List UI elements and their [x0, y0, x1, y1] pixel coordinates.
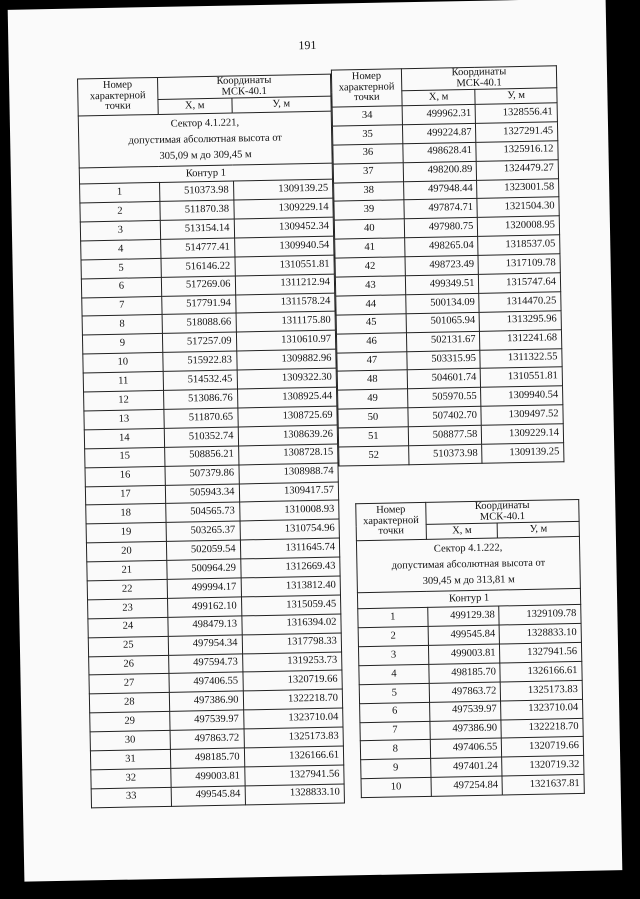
point-number: 38 — [334, 181, 404, 201]
point-number: 6 — [81, 277, 161, 297]
y-coord: 1325173.83 — [501, 680, 583, 700]
x-coord: 498479.13 — [168, 616, 242, 636]
y-coord: 1328556.41 — [476, 103, 558, 123]
y-coord: 1309452.34 — [234, 217, 334, 238]
x-coord: 502059.54 — [166, 540, 240, 560]
point-number: 49 — [338, 389, 408, 409]
point-number: 15 — [85, 447, 165, 467]
x-coord: 497386.90 — [169, 691, 243, 711]
point-number: 19 — [86, 523, 166, 543]
point-number: 27 — [89, 674, 169, 694]
point-number: 18 — [86, 504, 166, 524]
x-coord: 501065.94 — [406, 312, 480, 332]
document-page — [8, 0, 623, 882]
x-coord: 498185.70 — [429, 663, 501, 683]
y-coord: 1310008.93 — [239, 500, 339, 521]
x-coord: 497863.72 — [429, 682, 501, 702]
point-number: 7 — [360, 721, 430, 741]
x-coord: 499224.87 — [402, 123, 476, 143]
point-number: 42 — [335, 257, 405, 277]
x-coord: 510352.74 — [164, 427, 238, 447]
point-number: 22 — [87, 579, 167, 599]
y-coord: 1326166.61 — [500, 661, 582, 681]
point-number: 41 — [335, 238, 405, 258]
y-coord: 1319253.73 — [242, 652, 342, 673]
y-coord: 1312669.43 — [240, 557, 340, 578]
y-coord: 1314470.25 — [479, 292, 561, 312]
x-coord: 498723.49 — [405, 255, 479, 275]
x-coord: 499962.31 — [402, 104, 476, 124]
point-number: 2 — [80, 202, 160, 222]
point-number: 3 — [358, 645, 428, 665]
x-coord: 498200.89 — [403, 161, 477, 181]
point-number: 50 — [338, 408, 408, 428]
y-coord: 1308728.15 — [238, 444, 338, 465]
x-coord: 498185.70 — [170, 748, 244, 768]
y-coord: 1309417.57 — [239, 482, 339, 503]
point-number: 51 — [338, 427, 408, 447]
header-point: Номер характерной точки — [78, 77, 158, 116]
x-coord: 497980.75 — [404, 218, 478, 238]
point-number: 47 — [337, 351, 407, 371]
x-coord: 499994.17 — [167, 578, 241, 598]
point-number: 30 — [90, 730, 170, 750]
y-coord: 1323710.04 — [243, 708, 343, 729]
x-coord: 497863.72 — [170, 729, 244, 749]
header-y: У, м — [231, 96, 331, 113]
x-coord: 504565.73 — [165, 502, 239, 522]
y-coord: 1328833.10 — [500, 624, 582, 644]
y-coord: 1325916.12 — [476, 141, 558, 161]
header-coords: Координаты МСК-40.1 — [157, 74, 331, 99]
y-coord: 1320008.95 — [478, 216, 560, 236]
x-coord: 510373.98 — [159, 181, 233, 201]
x-coord: 517257.09 — [162, 332, 236, 352]
header-y: У, м — [475, 88, 557, 105]
coords-table-right — [331, 65, 565, 466]
header-coords: Координаты МСК-40.1 — [426, 499, 580, 524]
x-coord: 497948.44 — [403, 180, 477, 200]
sector-title: Сектор 4.1.222, допустимая абсолютная высота от 309,45 м до 313,81 м — [356, 536, 580, 593]
x-coord: 511870.65 — [164, 408, 238, 428]
y-coord: 1311578.24 — [235, 293, 335, 314]
table-row — [361, 775, 584, 798]
point-number: 25 — [88, 636, 168, 656]
point-number: 16 — [85, 466, 165, 486]
point-number: 2 — [358, 627, 428, 647]
x-coord: 500964.29 — [167, 559, 241, 579]
header-x: X, м — [402, 89, 476, 105]
x-coord: 497874.71 — [404, 199, 478, 219]
point-number: 52 — [339, 446, 409, 466]
point-number: 10 — [361, 778, 431, 798]
y-coord: 1316394.02 — [241, 614, 341, 635]
y-coord: 1309940.54 — [234, 236, 334, 257]
point-number: 10 — [83, 353, 163, 373]
x-coord: 497401.24 — [430, 757, 502, 777]
y-coord: 1310551.81 — [481, 367, 563, 387]
point-number: 37 — [333, 162, 403, 182]
y-coord: 1322218.70 — [501, 718, 583, 738]
x-coord: 504601.74 — [407, 369, 481, 389]
y-coord: 1315747.64 — [479, 273, 561, 293]
point-number: 5 — [81, 258, 161, 278]
point-number: 12 — [84, 390, 164, 410]
point-number: 4 — [81, 239, 161, 259]
point-number: 20 — [86, 542, 166, 562]
y-coord: 1313812.40 — [241, 576, 341, 597]
y-coord: 1320719.32 — [502, 756, 584, 776]
y-coord: 1310551.81 — [234, 255, 334, 276]
header-x: X, м — [426, 523, 498, 539]
point-number: 32 — [91, 768, 171, 788]
x-coord: 518088.66 — [162, 313, 236, 333]
x-coord: 497386.90 — [430, 720, 502, 740]
contour-label: Контур 1 — [357, 589, 580, 609]
y-coord: 1309322.30 — [237, 368, 337, 389]
header-point: Номер характерной точки — [356, 502, 427, 540]
x-coord: 505943.34 — [165, 483, 239, 503]
y-coord: 1309882.96 — [236, 349, 336, 370]
point-number: 23 — [88, 598, 168, 618]
x-coord: 511870.38 — [160, 200, 234, 220]
x-coord: 510373.98 — [408, 444, 482, 464]
y-coord: 1315059.45 — [241, 595, 341, 616]
y-coord: 1323001.58 — [477, 178, 559, 198]
x-coord: 503315.95 — [407, 350, 481, 370]
x-coord: 514777.41 — [160, 238, 234, 258]
x-coord: 499545.84 — [171, 786, 245, 806]
point-number: 21 — [87, 560, 167, 580]
y-coord: 1311212.94 — [235, 274, 335, 295]
y-coord: 1321637.81 — [502, 775, 584, 795]
point-number: 9 — [361, 759, 431, 779]
point-number: 1 — [358, 608, 428, 628]
y-coord: 1327941.56 — [500, 642, 582, 662]
point-number: 6 — [360, 702, 430, 722]
x-coord: 497539.97 — [429, 701, 501, 721]
x-coord: 497594.73 — [168, 653, 242, 673]
x-coord: 508856.21 — [164, 446, 238, 466]
y-coord: 1311322.55 — [480, 348, 562, 368]
coords-table-left — [77, 74, 345, 808]
y-coord: 1309139.25 — [482, 443, 564, 463]
x-coord: 499003.81 — [428, 644, 500, 664]
y-coord: 1320719.66 — [242, 670, 342, 691]
point-number: 5 — [359, 683, 429, 703]
y-coord: 1309940.54 — [481, 386, 563, 406]
x-coord: 516146.22 — [161, 257, 235, 277]
y-coord: 1324479.27 — [477, 159, 559, 179]
x-coord: 508877.58 — [408, 425, 482, 445]
point-number: 1 — [80, 183, 160, 203]
header-point: Номер характерной точки — [331, 69, 402, 107]
y-coord: 1327941.56 — [244, 765, 344, 786]
y-coord: 1317109.78 — [478, 254, 560, 274]
y-coord: 1308725.69 — [237, 406, 337, 427]
header-x: X, м — [158, 98, 232, 114]
point-number: 46 — [336, 332, 406, 352]
point-number: 17 — [85, 485, 165, 505]
point-number: 14 — [84, 428, 164, 448]
point-number: 35 — [332, 125, 402, 145]
x-coord: 499129.38 — [428, 606, 500, 626]
y-coord: 1312241.68 — [480, 329, 562, 349]
y-coord: 1310610.97 — [236, 330, 336, 351]
x-coord: 517791.94 — [161, 295, 235, 315]
x-coord: 499545.84 — [428, 625, 500, 645]
y-coord: 1327291.45 — [476, 122, 558, 142]
point-number: 4 — [359, 664, 429, 684]
y-coord: 1308925.44 — [237, 387, 337, 408]
x-coord: 513154.14 — [160, 219, 234, 239]
page-number: 191 — [298, 37, 317, 53]
x-coord: 497254.84 — [431, 776, 503, 796]
point-number: 8 — [82, 315, 162, 335]
x-coord: 517269.06 — [161, 276, 235, 296]
x-coord: 502131.67 — [406, 331, 480, 351]
y-coord: 1329109.78 — [499, 605, 581, 625]
point-number: 43 — [335, 276, 405, 296]
x-coord: 498628.41 — [403, 142, 477, 162]
x-coord: 507379.86 — [165, 465, 239, 485]
point-number: 44 — [336, 295, 406, 315]
sector-title: Сектор 4.1.221, допустимая абсолютная высота от 305,09 м до 309,45 м — [78, 111, 332, 168]
coords-table-right-2 — [355, 499, 585, 798]
point-number: 39 — [334, 200, 404, 220]
x-coord: 497406.55 — [169, 672, 243, 692]
point-number: 40 — [334, 219, 404, 239]
point-number: 7 — [82, 296, 162, 316]
y-coord: 1328833.10 — [245, 784, 345, 805]
y-coord: 1309229.14 — [233, 198, 333, 219]
y-coord: 1311175.80 — [236, 312, 336, 333]
point-number: 29 — [90, 712, 170, 732]
x-coord: 507402.70 — [408, 407, 482, 427]
point-number: 26 — [89, 655, 169, 675]
y-coord: 1326166.61 — [244, 746, 344, 767]
x-coord: 499349.51 — [405, 274, 479, 294]
y-coord: 1320719.66 — [502, 737, 584, 757]
point-number: 3 — [80, 220, 160, 240]
x-coord: 514532.45 — [163, 370, 237, 390]
y-coord: 1317798.33 — [242, 633, 342, 654]
x-coord: 505970.55 — [407, 388, 481, 408]
point-number: 9 — [82, 334, 162, 354]
contour-label: Контур 1 — [79, 163, 332, 184]
point-number: 34 — [332, 106, 402, 126]
y-coord: 1310754.96 — [240, 519, 340, 540]
point-number: 36 — [333, 144, 403, 164]
header-y: У, м — [498, 521, 580, 538]
header-coords: Координаты МСК-40.1 — [401, 66, 557, 91]
y-coord: 1311645.74 — [240, 538, 340, 559]
y-coord: 1308639.26 — [238, 425, 338, 446]
point-number: 13 — [84, 409, 164, 429]
point-number: 11 — [83, 372, 163, 392]
x-coord: 499003.81 — [171, 767, 245, 787]
x-coord: 515922.83 — [163, 351, 237, 371]
point-number: 48 — [337, 370, 407, 390]
point-number: 33 — [91, 787, 171, 807]
y-coord: 1323710.04 — [501, 699, 583, 719]
x-coord: 497406.55 — [430, 738, 502, 758]
x-coord: 513086.76 — [163, 389, 237, 409]
y-coord: 1325173.83 — [244, 727, 344, 748]
point-number: 8 — [360, 740, 430, 760]
x-coord: 503265.37 — [166, 521, 240, 541]
x-coord: 500134.09 — [406, 293, 480, 313]
x-coord: 497539.97 — [169, 710, 243, 730]
point-number: 45 — [336, 314, 406, 334]
point-number: 28 — [89, 693, 169, 713]
y-coord: 1322218.70 — [243, 689, 343, 710]
y-coord: 1313295.96 — [480, 311, 562, 331]
x-coord: 499162.10 — [167, 597, 241, 617]
table-row — [339, 443, 564, 466]
y-coord: 1318537.05 — [478, 235, 560, 255]
point-number: 31 — [90, 749, 170, 769]
y-coord: 1321504.30 — [477, 197, 559, 217]
y-coord: 1309139.25 — [233, 179, 333, 200]
point-number: 24 — [88, 617, 168, 637]
table-row — [91, 784, 344, 808]
y-coord: 1308988.74 — [238, 463, 338, 484]
x-coord: 498265.04 — [404, 237, 478, 257]
y-coord: 1309229.14 — [482, 424, 564, 444]
x-coord: 497954.34 — [168, 635, 242, 655]
y-coord: 1309497.52 — [481, 405, 563, 425]
